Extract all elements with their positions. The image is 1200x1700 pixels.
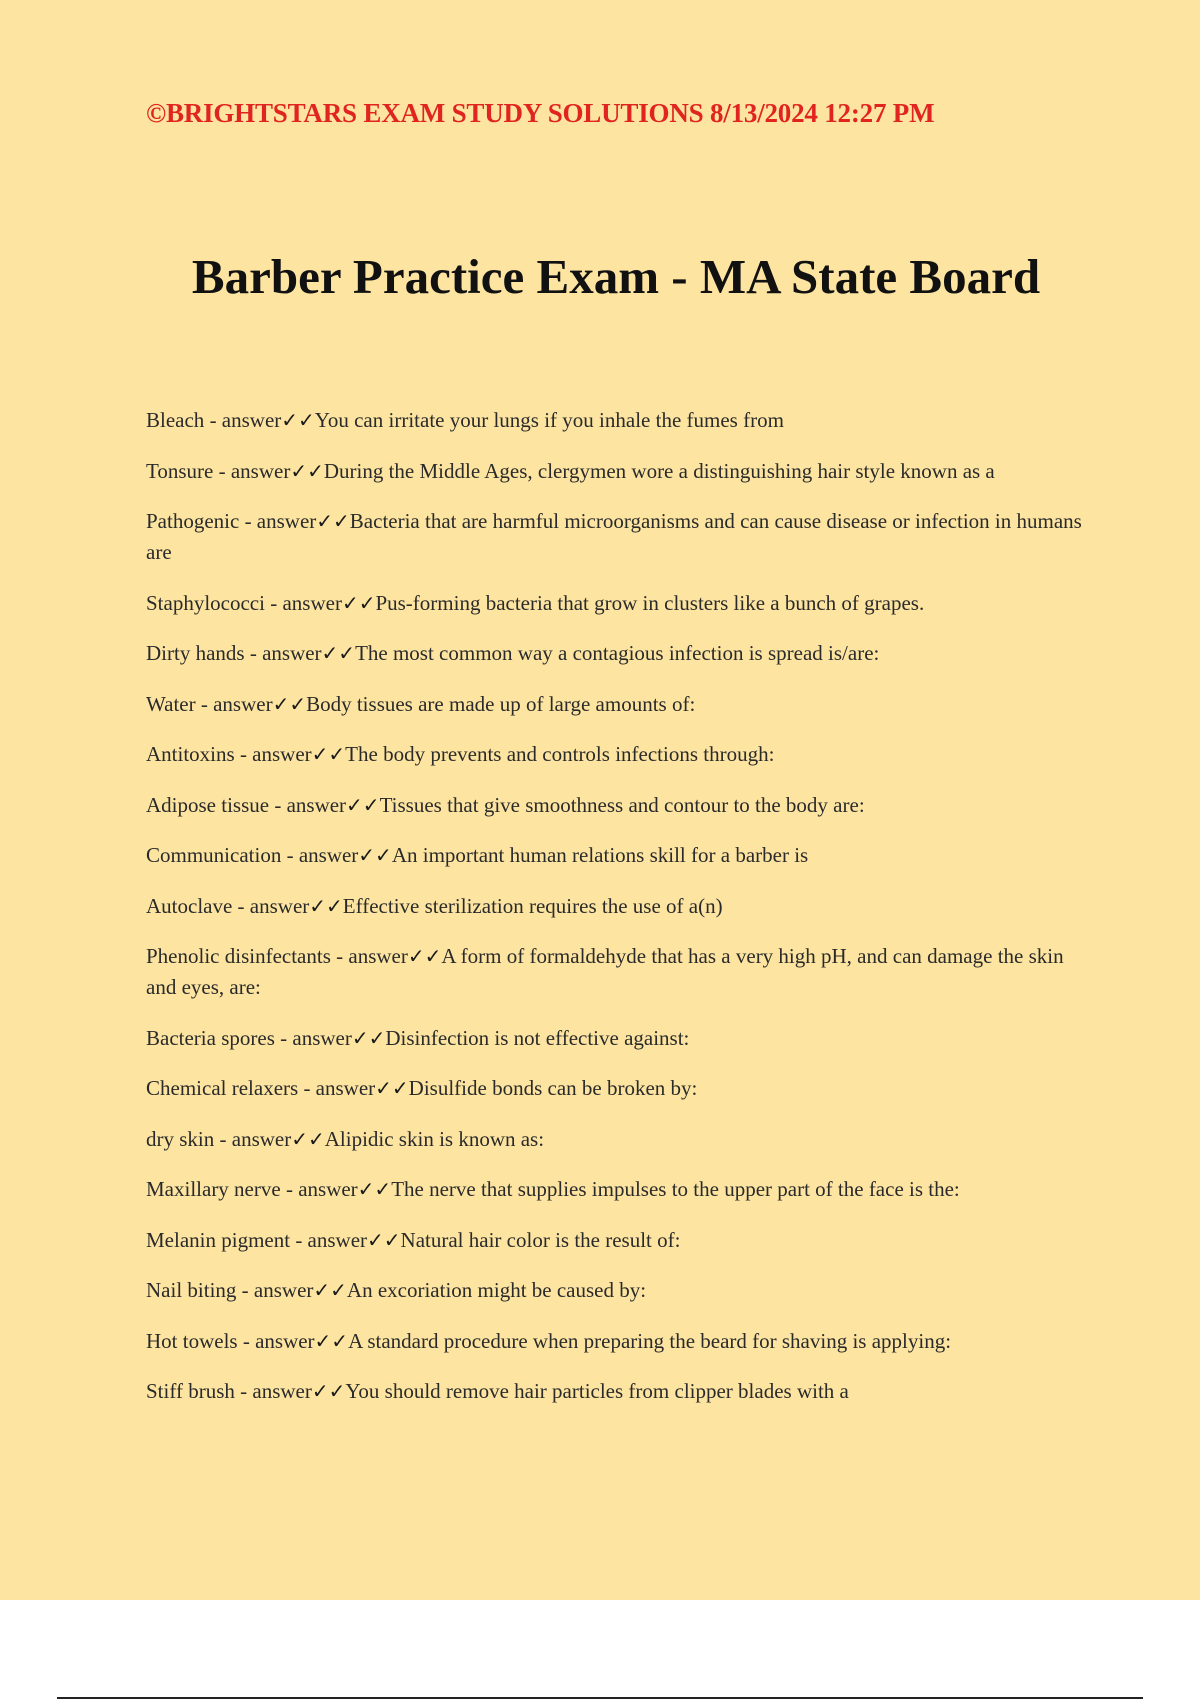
check-mark-icon: ✓✓ (272, 691, 307, 716)
check-mark-icon: ✓✓ (357, 1177, 392, 1201)
item-separator: - answer (274, 1025, 352, 1050)
list-item (146, 1376, 1086, 1407)
item-term: Dirty hands (146, 641, 245, 665)
item-term: Hot towels (146, 1328, 238, 1353)
list-item (146, 891, 1086, 922)
item-term: Staphylococci (146, 590, 265, 615)
check-mark-icon: ✓✓ (290, 458, 324, 483)
item-question: The most common way a contagious infection is spread is/are: (355, 641, 880, 665)
list-item (146, 1023, 1086, 1054)
list-item (146, 790, 1086, 821)
item-question: Disulfide bonds can be broken by: (408, 1076, 698, 1100)
item-term: Bleach (146, 408, 205, 432)
item-question: Natural hair color is the result of: (400, 1227, 681, 1252)
check-mark-icon: ✓✓ (321, 641, 356, 665)
item-term: Tonsure (146, 458, 214, 483)
check-mark-icon: ✓✓ (314, 1328, 349, 1353)
check-mark-icon: ✓✓ (346, 792, 380, 817)
item-question: Alipidic skin is known as: (324, 1126, 545, 1151)
item-separator: - answer (195, 691, 273, 716)
item-term: dry skin (146, 1126, 215, 1151)
item-separator: - answer (237, 1328, 315, 1353)
item-term: Stiff brush (146, 1379, 235, 1403)
list-item (146, 405, 1086, 436)
item-term: Chemical relaxers (146, 1076, 299, 1100)
item-question: You can irritate your lungs if you inhale the fumes from (314, 408, 784, 432)
item-question: Body tissues are made up of large amounts of: (306, 691, 696, 716)
list-item (146, 840, 1086, 871)
item-question: During the Middle Ages, clergymen wore a distinguishing hair style known as a (323, 458, 995, 483)
item-question: An excoriation might be caused by: (346, 1278, 647, 1302)
item-separator: - answer (281, 843, 359, 867)
item-question: Effective sterilization requires the use of a(n) (342, 893, 723, 918)
check-mark-icon: ✓✓ (313, 1278, 347, 1302)
item-term: Adipose tissue (146, 792, 270, 817)
list-item (146, 506, 1086, 568)
item-separator: - answer (244, 641, 322, 665)
item-separator: - answer (239, 509, 317, 533)
list-item (146, 588, 1086, 619)
check-mark-icon: ✓✓ (407, 944, 442, 968)
watermark-header: ©BRIGHTSTARS EXAM STUDY SOLUTIONS 8/13/2024 12:27 PM (146, 98, 935, 128)
check-mark-icon: ✓✓ (367, 1227, 401, 1252)
list-item (146, 1275, 1086, 1306)
item-separator: - answer (214, 1126, 292, 1151)
question-answer-list (146, 405, 1086, 1427)
item-separator: - answer (234, 742, 312, 766)
list-item (146, 1225, 1086, 1256)
check-mark-icon: ✓✓ (341, 590, 376, 615)
item-question: A form of formaldehyde that has a very high pH, and can damage the skin and eyes, are: (146, 944, 1064, 999)
item-separator: - answer (213, 458, 291, 483)
item-term: Pathogenic (146, 509, 240, 533)
list-item (146, 1326, 1086, 1357)
list-item (146, 638, 1086, 669)
item-term: Nail biting (146, 1278, 237, 1302)
item-term: Melanin pigment (146, 1227, 291, 1252)
item-separator: - answer (204, 408, 282, 432)
item-term: Water (146, 691, 196, 716)
list-item (146, 456, 1086, 487)
item-separator: - answer (234, 1379, 312, 1403)
item-term: Phenolic disinfectants (146, 944, 331, 968)
list-item (146, 739, 1086, 770)
item-separator: - answer (232, 893, 310, 918)
item-question: An important human relations skill for a barber is (391, 843, 809, 867)
item-separator: - answer (264, 590, 342, 615)
item-separator: - answer (298, 1076, 376, 1100)
item-separator: - answer (236, 1278, 314, 1302)
check-mark-icon: ✓✓ (281, 408, 315, 432)
item-separator: - answer (290, 1227, 368, 1252)
check-mark-icon: ✓✓ (309, 893, 343, 918)
list-item (146, 1073, 1086, 1104)
item-separator: - answer (330, 944, 408, 968)
item-question: Bacteria that are harmful microorganisms and can cause disease or infection in humans are (146, 509, 1082, 564)
list-item (146, 689, 1086, 720)
item-term: Autoclave (146, 893, 233, 918)
check-mark-icon: ✓✓ (291, 1126, 325, 1151)
item-question: The nerve that supplies impulses to the upper part of the face is the: (391, 1177, 960, 1201)
list-item (146, 941, 1086, 1003)
document-title: Barber Practice Exam - MA State Board (191, 249, 1041, 304)
check-mark-icon: ✓✓ (311, 1379, 346, 1403)
item-term: Bacteria spores (146, 1025, 275, 1050)
check-mark-icon: ✓✓ (316, 509, 350, 533)
check-mark-icon: ✓✓ (311, 742, 346, 766)
list-item (146, 1124, 1086, 1155)
check-mark-icon: ✓✓ (375, 1076, 409, 1100)
page-divider (57, 1697, 1143, 1699)
check-mark-icon: ✓✓ (358, 843, 392, 867)
check-mark-icon: ✓✓ (351, 1025, 386, 1050)
item-question: Disinfection is not effective against: (385, 1025, 690, 1050)
item-question: You should remove hair particles from clipper blades with a (345, 1379, 849, 1403)
item-separator: - answer (269, 792, 347, 817)
item-question: The body prevents and controls infections through: (345, 742, 775, 766)
item-term: Maxillary nerve (146, 1177, 281, 1201)
item-term: Communication (146, 843, 282, 867)
item-question: Tissues that give smoothness and contour to the body are: (379, 792, 865, 817)
item-question: Pus-forming bacteria that grow in clusters like a bunch of grapes. (375, 590, 925, 615)
list-item (146, 1174, 1086, 1205)
item-term: Antitoxins (146, 742, 235, 766)
item-question: A standard procedure when preparing the beard for shaving is applying: (348, 1328, 952, 1353)
item-separator: - answer (280, 1177, 358, 1201)
